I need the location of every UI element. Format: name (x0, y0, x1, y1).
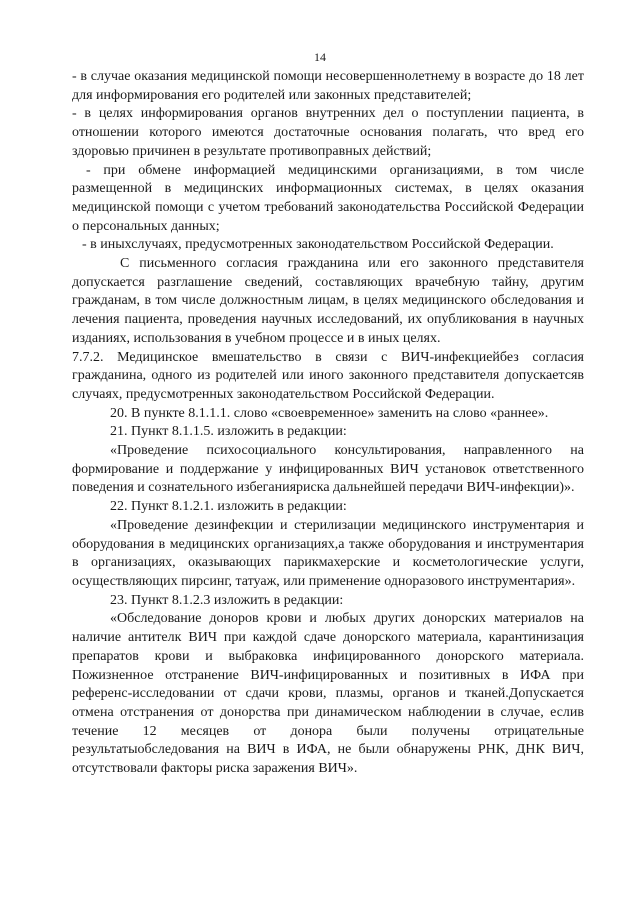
paragraph-item-22-text: «Проведение дезинфекции и стерилизации медицинского инструментария и оборудования в медицинских организациях,а также оборудования и инструментария в организациях, оказывающих парикмахерские и косметологические услуги, осуществляющих пирсинг, татуаж, или применение одноразового инструментария». (72, 517, 584, 589)
paragraph-item-23-text: «Обследование доноров крови и любых других донорских материалов на наличие антителк ВИЧ при каждой сдаче донорского материала, карантинизация препаратов крови и выбраковка инфицированного донорского материала. Пожизненное отстранение ВИЧ-инфицированных и позитивных в ИФА при референс-исследовании от сдачи крови, плазмы, органов и тканей.Допускается отмена отстранения от донорства при динамическом наблюдении в случае, еслив течение 12 месяцев от донора были получены отрицательные результатыобследования на ВИЧ в ИФА, не были обнаружены РНК, ДНК ВИЧ, отсутствовали факторы риска заражения ВИЧ». (72, 611, 584, 777)
paragraph-police: - в целях информирования органов внутренних дел о поступлении пациента, в отношении которого имеются достаточные основания полагать, что вред его здоровью причинен в результате противоправных действий; (72, 106, 584, 159)
paragraph-written-consent: С письменного согласия гражданина или его законного представителя допускается разглашение сведений, составляющих врачебную тайну, другим гражданам, в том числе должностным лицам, в целях медицинского обследования и лечения пациента, проведения научных исследований, их опубликования в научных изданиях, использования в учебном процессе и в иных целях. (72, 256, 584, 346)
document-body (72, 68, 584, 779)
page-number: 14 (314, 50, 326, 64)
paragraph-7-7-2: 7.7.2. Медицинское вмешательство в связи с ВИЧ-инфекциейбез согласия гражданина, одного из родителей или иного законного представителя допускаетсяв случаях, предусмотренных законодательством Российской Федерации. (72, 349, 584, 402)
paragraph-item-21: 21. Пункт 8.1.1.5. изложить в редакции: (110, 424, 347, 440)
paragraph-info-exchange: - при обмене информацией медицинскими организациями, в том числе размещенной в медицинских информационных системах, в целях оказания медицинской помощи с учетом требований законодательства Российской Федерации о персональных данных; (72, 162, 584, 234)
paragraph-item-23: 23. Пункт 8.1.2.3 изложить в редакции: (110, 592, 344, 608)
paragraph-item-20: 20. В пункте 8.1.1.1. слово «своевременное» заменить на слово «раннее». (110, 405, 549, 421)
paragraph-other-cases: - в иныхслучаях, предусмотренных законодательством Российской Федерации. (82, 237, 554, 253)
paragraph-item-21-text: «Проведение психосоциального консультирования, направленного на формирование и поддержание у инфицированных ВИЧ установок ответственного поведения и сознательного избеганияриска дальнейшей передачи ВИЧ-инфекции)». (72, 443, 584, 496)
paragraph-minors: - в случае оказания медицинской помощи несовершеннолетнему в возрасте до 18 лет для информирования его родителей или законных представителей; (72, 69, 584, 103)
paragraph-item-22: 22. Пункт 8.1.2.1. изложить в редакции: (110, 499, 347, 515)
